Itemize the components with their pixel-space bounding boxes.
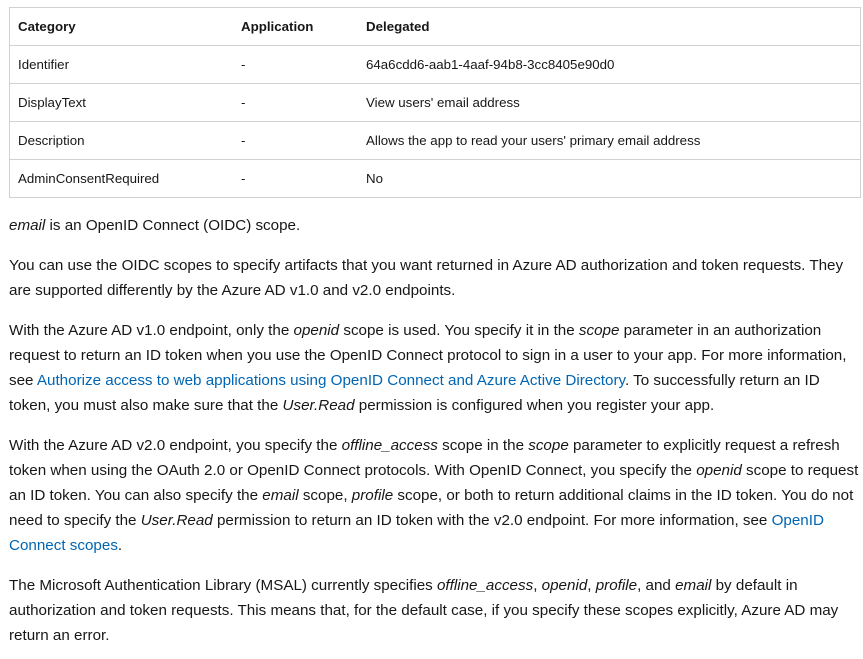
article-body [9, 213, 861, 659]
em-scope: scope [528, 437, 569, 454]
paragraph-email-scope [9, 213, 861, 238]
cell-delegated: No [358, 160, 861, 198]
cell-delegated: View users' email address [358, 84, 861, 122]
text: parameter to explicitly request a refresh token when using the OAuth 2.0 or OpenID Connect protocols. With OpenID Connect, you specify the [9, 437, 840, 479]
text: scope, [298, 487, 352, 504]
link-openid-connect-scopes[interactable]: OpenID Connect scopes [9, 512, 824, 554]
header-application: Application [233, 8, 358, 46]
paragraph-v2-endpoint [9, 433, 861, 558]
em-email: email [675, 577, 712, 594]
link-authorize-access[interactable]: Authorize access to web applications using OpenID Connect and Azure Active Directory [36, 372, 625, 389]
em-email: email [9, 217, 46, 234]
text: scope in the [437, 437, 529, 454]
cell-application: - [233, 122, 358, 160]
em-openid: openid [293, 322, 340, 339]
cell-application: - [233, 46, 358, 84]
em-userread: User.Read [140, 512, 213, 529]
table-row [10, 122, 861, 160]
text: . To successfully return an ID token, you must also make sure that the [9, 372, 820, 414]
text: , [587, 577, 596, 594]
em-profile: profile [595, 577, 638, 594]
cell-category: Identifier [10, 46, 234, 84]
paragraph-v1-endpoint [9, 318, 861, 418]
text: . [117, 537, 123, 554]
text: , and [637, 577, 676, 594]
paragraph-msal [9, 573, 861, 648]
em-profile: profile [351, 487, 394, 504]
text: permission to return an ID token with the v2.0 endpoint. For more information, see [212, 512, 772, 529]
cell-delegated: 64a6cdd6-aab1-4aaf-94b8-3cc8405e90d0 [358, 46, 861, 84]
paragraph-oidc-scopes [9, 253, 861, 303]
cell-category: AdminConsentRequired [10, 160, 234, 198]
text: , [533, 577, 542, 594]
text: is an OpenID Connect (OIDC) scope. [45, 217, 301, 234]
cell-delegated: Allows the app to read your users' primary email address [358, 122, 861, 160]
em-openid: openid [541, 577, 588, 594]
text: scope, or both to return additional claims in the ID token. You do not need to specify the [9, 487, 854, 529]
text: parameter in an authorization request to return an ID token when you use the OpenID Connect protocol to sign in a user to your app. For more information, see [9, 322, 847, 389]
table-row [10, 160, 861, 198]
text: The Microsoft Authentication Library (MSAL) currently specifies [9, 577, 437, 594]
cell-application: - [233, 84, 358, 122]
text: With the Azure AD v1.0 endpoint, only the [9, 322, 294, 339]
header-delegated: Delegated [358, 8, 861, 46]
text: With the Azure AD v2.0 endpoint, you specify the [9, 437, 342, 454]
table-header-row [10, 8, 861, 46]
em-scope: scope [578, 322, 620, 339]
em-openid: openid [696, 462, 742, 479]
text: scope to request an ID token. You can also specify the [9, 462, 859, 504]
text: You can use the OIDC scopes to specify artifacts that you want returned in Azure AD authorization and token requests. They are supported differently by the Azure AD v1.0 and v2.0 endpoints. [9, 257, 844, 299]
table-row [10, 46, 861, 84]
cell-application: - [233, 160, 358, 198]
em-userread: User.Read [282, 397, 355, 414]
text: scope is used. You specify it in the [339, 322, 579, 339]
header-category: Category [10, 8, 234, 46]
table-row [10, 84, 861, 122]
em-offline-access: offline_access [436, 577, 534, 594]
em-offline-access: offline_access [341, 437, 438, 454]
permission-table [9, 7, 861, 198]
cell-category: Description [10, 122, 234, 160]
text: by default in authorization and token requests. This means that, for the default case, if you specify these scopes explicitly, Azure AD may return an error. [9, 577, 839, 644]
text: permission is configured when you register your app. [354, 397, 715, 414]
em-email: email [262, 487, 299, 504]
cell-category: DisplayText [10, 84, 234, 122]
